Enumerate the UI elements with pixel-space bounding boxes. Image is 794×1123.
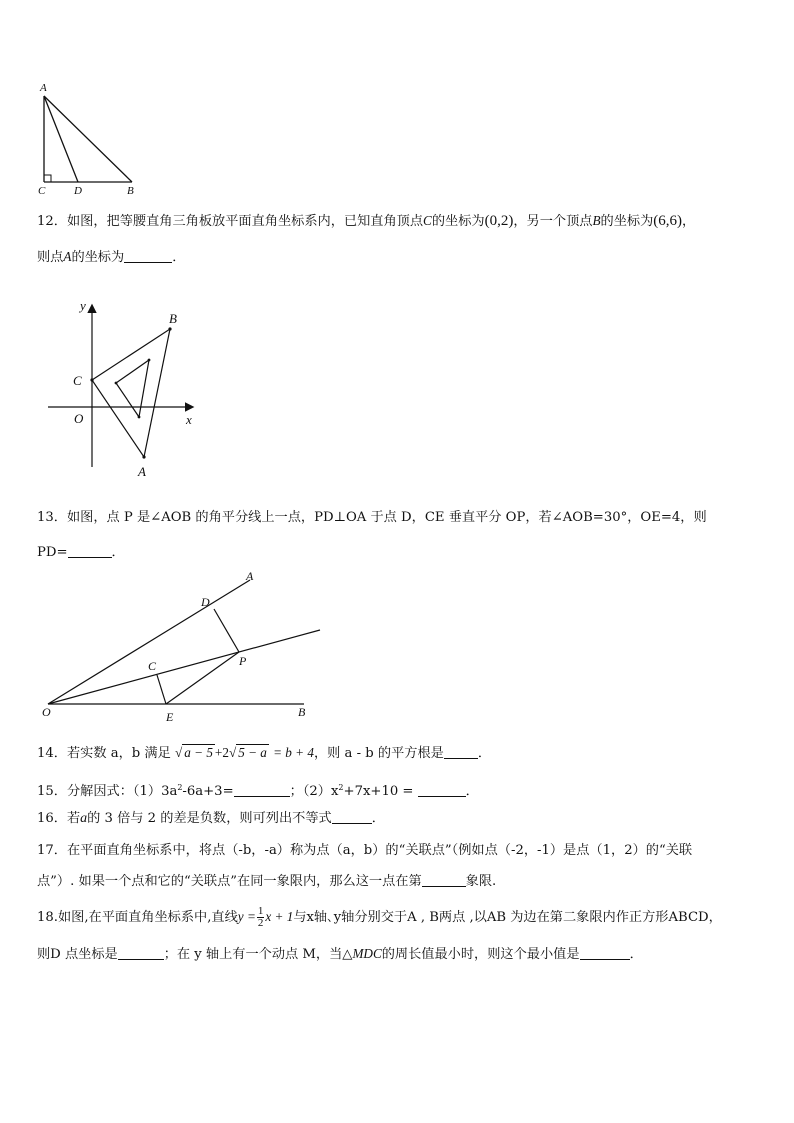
- q16-answer-blank[interactable]: [332, 809, 372, 824]
- question-15: [37, 778, 479, 802]
- q12-coord-c: (0,2): [484, 213, 514, 229]
- label-d: D: [74, 185, 82, 197]
- q14-text-1: 14．若实数 a，b 满足: [37, 746, 171, 761]
- q18-text-3: 则D 点坐标是: [37, 947, 118, 962]
- label-o: O: [74, 411, 84, 426]
- q16-text-2: 的 3 倍与 2 的差是负数，则可列出不等式: [87, 811, 332, 826]
- q14-equation-rhs: = b + 4: [273, 745, 314, 760]
- question-13-line-2: [37, 543, 125, 563]
- q15-text-5: ．: [465, 784, 479, 799]
- q14-sqrt-1: √ a − 5: [174, 745, 213, 760]
- inner-vertex-2: [148, 359, 151, 362]
- q15-text-4: +7x+10 =: [343, 784, 414, 799]
- q18-text-4: ；在 y 轴上有一个动点 M，当△: [163, 947, 353, 962]
- question-18-line-1: [37, 906, 722, 929]
- q15-text-1: 15．分解因式：（1）3a: [37, 784, 178, 799]
- figure-11-triangle: [30, 78, 150, 198]
- q12-answer-blank[interactable]: [124, 248, 172, 263]
- ray-op-bisector: [48, 630, 320, 704]
- q12-point-a: A: [63, 249, 72, 264]
- q14-text-3: ．: [477, 746, 492, 761]
- q18-answer-blank-2[interactable]: [580, 945, 630, 960]
- question-12-line-2: [37, 247, 185, 268]
- q12-text-8: ．: [172, 250, 186, 265]
- q16-text-1: 16．若: [37, 811, 81, 826]
- q18-text-1: 18.如图,在平面直角坐标系中,直线: [37, 910, 238, 925]
- q18-text-5: 的周长值最小时，则这个最小值是: [381, 947, 580, 962]
- outer-triangle: [92, 329, 170, 457]
- label-c: C: [73, 373, 82, 388]
- q14-sqrt-2: √ 5 − a: [228, 745, 267, 760]
- label-c: C: [38, 185, 46, 197]
- q14-radicand-1: a − 5: [184, 745, 213, 760]
- question-17-line-1: [37, 841, 692, 861]
- label-y: y: [80, 298, 86, 313]
- q12-text-4: 的坐标为: [600, 214, 654, 229]
- label-b: B: [169, 311, 177, 326]
- q16-variable-a: a: [80, 811, 88, 826]
- q14-radicand-2: 5 − a: [238, 745, 267, 760]
- q12-text-6: 则点: [37, 250, 64, 265]
- q12-coord-b: (6,6): [653, 213, 683, 229]
- right-angle-mark: [44, 175, 51, 182]
- q13-text-3: ．: [111, 545, 125, 560]
- inner-triangle: [116, 360, 149, 417]
- label-a: A: [138, 464, 146, 479]
- question-14: [37, 743, 491, 764]
- q18-x-plus-1: x + 1: [265, 909, 294, 924]
- point-c-dot: [90, 378, 93, 381]
- q15-text-2: -6a+3=: [182, 784, 234, 799]
- label-a: A: [40, 82, 47, 94]
- q14-answer-blank[interactable]: [444, 744, 478, 759]
- q17-text-1: 17．在平面直角坐标系中，将点（-b，-a）称为点（a，b）的“关联点”（例如点（-2，-1）是点（1，2）的“关联: [37, 843, 693, 858]
- figure-13-angle-bisector: [36, 566, 336, 728]
- segment-ce: [157, 675, 166, 704]
- label-o: O: [42, 705, 51, 719]
- point-b-dot: [168, 327, 171, 330]
- q18-answer-blank-1[interactable]: [118, 945, 164, 960]
- figure-11-svg: [30, 78, 150, 198]
- q17-text-3: 象限.: [465, 874, 497, 889]
- label-c: C: [148, 659, 157, 673]
- question-13-line-1: [37, 508, 707, 528]
- q18-text-2: 与x轴､y轴分别交于A , B两点 ,以AB 为边在第二象限内作正方形ABCD，: [293, 910, 722, 925]
- q14-plus-2: +2: [214, 745, 229, 760]
- figure-12-coordinate-plane: [40, 292, 210, 482]
- q15-sup-2: 2: [338, 783, 344, 792]
- segment-pd: [214, 609, 239, 652]
- q13-text-1: 13．如图，点 P 是∠AOB 的角平分线上一点，PD⊥OA 于点 D，CE 垂直平分 OP，若∠AOB=30°，OE=4，则: [37, 510, 707, 525]
- q15-answer-blank-1[interactable]: [234, 782, 290, 797]
- label-e: E: [166, 710, 174, 724]
- q18-triangle-mdc: MDC: [352, 946, 382, 961]
- q15-sup-1: 2: [177, 783, 183, 792]
- label-a: A: [246, 569, 254, 583]
- q16-text-3: ．: [371, 811, 385, 826]
- q18-fraction: [257, 906, 265, 929]
- segment-ab: [44, 96, 132, 182]
- q18-y-equals: y =: [237, 909, 256, 924]
- inner-vertex-1: [115, 382, 118, 385]
- q12-text-1: 12．如图，把等腰直角三角板放平面直角坐标系内，已知直角顶点: [37, 214, 424, 229]
- label-b: B: [298, 705, 306, 719]
- question-12-line-1: [37, 211, 695, 232]
- q15-text-3: ；（2）x: [289, 784, 339, 799]
- q12-text-5: ，: [682, 214, 696, 229]
- q14-text-2: ，则 a - b 的平方根是: [313, 746, 444, 761]
- question-16: [37, 809, 385, 829]
- q12-text-2: 的坐标为: [431, 214, 485, 229]
- label-x: x: [186, 412, 192, 427]
- q12-point-b: B: [592, 213, 601, 228]
- segment-ep: [166, 652, 239, 704]
- inner-vertex-3: [138, 416, 141, 419]
- figure-12-svg: [40, 292, 210, 482]
- segment-ad: [44, 96, 78, 182]
- q18-text-6: ．: [629, 947, 643, 962]
- point-a-dot: [142, 455, 145, 458]
- label-d: D: [201, 595, 210, 609]
- q18-frac-denominator: 2: [257, 917, 264, 929]
- question-17-line-2: [37, 872, 496, 892]
- q12-text-7: 的坐标为: [71, 250, 125, 265]
- q12-point-c: C: [423, 213, 432, 228]
- figure-13-svg: [36, 566, 336, 728]
- ray-oa: [48, 580, 250, 704]
- q13-text-2: PD=: [37, 545, 68, 560]
- question-18-line-2: [37, 944, 643, 965]
- label-b: B: [127, 185, 134, 197]
- q12-text-3: ，另一个顶点: [513, 214, 593, 229]
- q17-text-2: 点”）. 如果一个点和它的“关联点”在同一象限内，那么这一点在第: [37, 874, 422, 889]
- q13-answer-blank[interactable]: [68, 543, 112, 558]
- q18-frac-numerator: 1: [257, 905, 264, 917]
- q15-answer-blank-2[interactable]: [418, 782, 466, 797]
- q17-answer-blank[interactable]: [422, 872, 466, 887]
- label-p: P: [239, 654, 247, 668]
